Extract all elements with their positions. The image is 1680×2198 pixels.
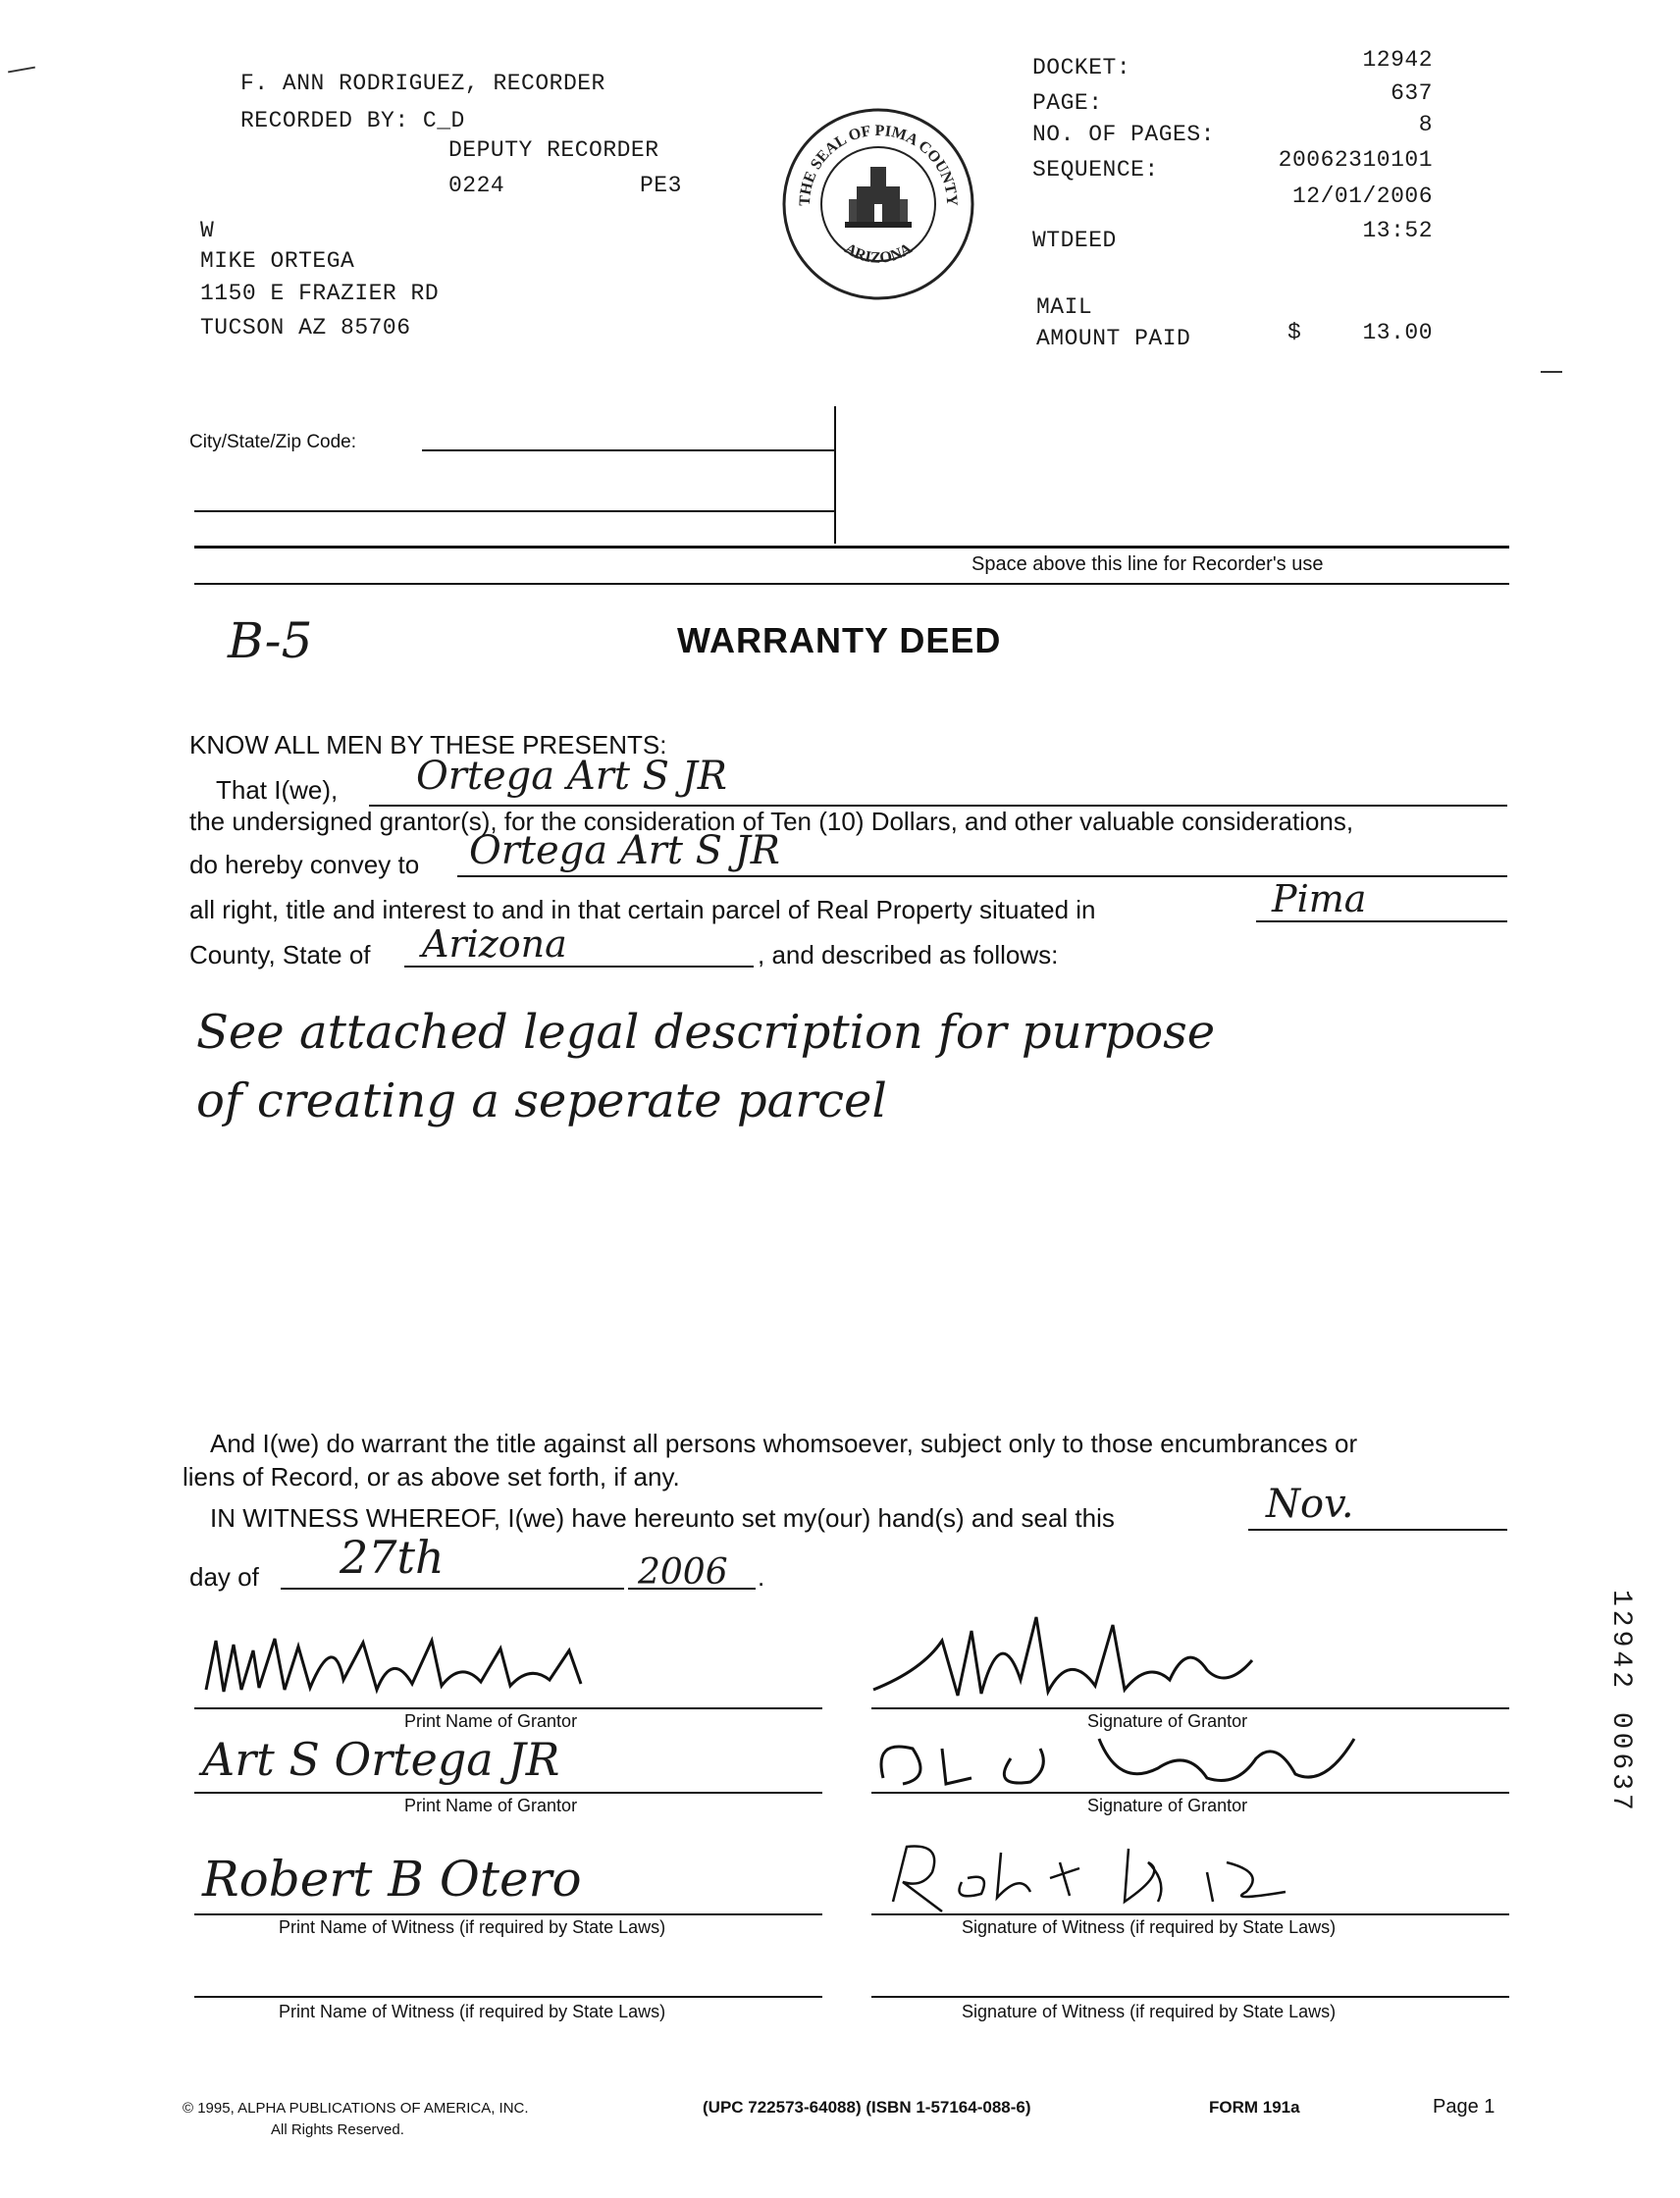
footer-copyright: © 1995, ALPHA PUBLICATIONS OF AMERICA, INC. [183, 2100, 529, 2117]
document-title: WARRANTY DEED [677, 620, 1002, 660]
amount-paid-value: 13.00 [1362, 320, 1433, 345]
right-title-text: all right, title and interest to and in that certain parcel of Real Property situated in [189, 895, 1096, 924]
csz-line-1[interactable] [422, 449, 834, 451]
currency-sign: $ [1287, 320, 1302, 345]
footer-form-number: FORM 191a [1209, 2098, 1300, 2117]
deputy-recorder: DEPUTY RECORDER [448, 137, 659, 163]
recorder-code-2: PE3 [640, 173, 682, 198]
witness-1-signature-line[interactable] [871, 1913, 1509, 1915]
consideration-text: the undersigned grantor(s), for the consideration of Ten (10) Dollars, and other valuable considerations, [189, 807, 1354, 836]
witness-2-print-label: Print Name of Witness (if required by State Laws) [279, 2002, 666, 2021]
recording-date: 12/01/2006 [1291, 183, 1433, 209]
county-state-label: County, State of [189, 940, 371, 969]
margin-mark [1541, 371, 1562, 373]
day-of-period: . [758, 1562, 765, 1592]
county-seal-icon [780, 106, 976, 302]
know-all-men: KNOW ALL MEN BY THESE PRESENTS: [189, 730, 667, 759]
legal-description-line-2: of creating a seperate parcel [196, 1073, 887, 1128]
legal-description-line-1: See attached legal description for purpose [196, 1005, 1216, 1060]
return-name: MIKE ORTEGA [200, 248, 355, 274]
city-state-zip-label: City/State/Zip Code: [189, 432, 357, 452]
grantor-1-signature-image [864, 1601, 1276, 1709]
county-field[interactable] [1256, 920, 1507, 922]
grantor-2-signature-line[interactable] [871, 1792, 1509, 1794]
return-city: TUCSON AZ 85706 [200, 315, 411, 340]
mail-label: MAIL [1036, 294, 1093, 320]
warrant-text-line-2: liens of Record, or as above set forth, if any. [183, 1462, 680, 1492]
in-witness-text: IN WITNESS WHEREOF, I(we) have hereunto set my(our) hand(s) and seal this [210, 1503, 1115, 1533]
that-i-we-label: That I(we), [216, 775, 339, 805]
witness-1-print-line[interactable] [194, 1913, 822, 1915]
margin-mark [8, 67, 35, 74]
grantor-name-handwritten: Ortega Art S JR [416, 754, 727, 799]
recorder-use-label: Space above this line for Recorder's use [971, 553, 1324, 575]
handwritten-code: B-5 [228, 612, 313, 669]
footer-page-number: Page 1 [1433, 2096, 1496, 2118]
recorder-use-line [194, 546, 1509, 549]
sequence-value: 20062310101 [1278, 147, 1433, 173]
witness-2-signature-line[interactable] [871, 1996, 1509, 1998]
csz-box-divider [834, 406, 836, 544]
footer-rights: All Rights Reserved. [271, 2121, 404, 2138]
sequence-label: SEQUENCE: [1032, 157, 1159, 183]
document-type: WTDEED [1032, 228, 1117, 253]
svg-text:ARIZONA: ARIZONA [841, 239, 916, 267]
grantor-1-signature-label: Signature of Grantor [1087, 1711, 1248, 1731]
footer-upc-isbn: (UPC 722573-64088) (ISBN 1-57164-088-6) [703, 2098, 1031, 2117]
state-handwritten: Arizona [422, 922, 567, 966]
described-as-follows: , and described as follows: [758, 940, 1059, 969]
year-handwritten: 2006 [638, 1552, 728, 1593]
witness-1-signature-label: Signature of Witness (if required by State Laws) [962, 1917, 1337, 1937]
witness-1-print-handwritten: Robert B Otero [202, 1851, 582, 1908]
convey-to-label: do hereby convey to [189, 850, 420, 879]
recorder-name: F. ANN RODRIGUEZ, RECORDER [240, 71, 605, 96]
grantor-1-print-line[interactable] [194, 1707, 822, 1709]
recorder-code-1: 0224 [448, 173, 505, 198]
docket-label: DOCKET: [1032, 55, 1131, 80]
svg-text:THE SEAL OF PIMA COUNTY: THE SEAL OF PIMA COUNTY [796, 122, 961, 207]
csz-line-2[interactable] [194, 510, 834, 512]
grantor-2-signature-image [864, 1719, 1393, 1798]
month-field[interactable] [1248, 1529, 1507, 1531]
day-of-label: day of [189, 1562, 259, 1592]
grantor-2-print-label: Print Name of Grantor [404, 1796, 578, 1815]
grantor-1-signature-line[interactable] [871, 1707, 1509, 1709]
month-handwritten: Nov. [1266, 1482, 1354, 1527]
witness-1-print-label: Print Name of Witness (if required by State Laws) [279, 1917, 666, 1937]
grantor-1-print-label: Print Name of Grantor [404, 1711, 578, 1731]
no-of-pages-label: NO. OF PAGES: [1032, 122, 1215, 147]
witness-2-print-line[interactable] [194, 1996, 822, 1998]
grantee-name-handwritten: Ortega Art S JR [469, 828, 780, 873]
witness-2-signature-label: Signature of Witness (if required by State Laws) [962, 2002, 1337, 2021]
amount-paid-label: AMOUNT PAID [1036, 326, 1191, 351]
day-handwritten: 27th [340, 1531, 445, 1584]
header-bottom-line [194, 583, 1509, 585]
grantor-2-print-handwritten: Art S Ortega JR [202, 1733, 560, 1786]
grantor-1-print-signature-image [196, 1621, 628, 1709]
state-field[interactable] [404, 966, 754, 968]
docket-value: 12942 [1362, 47, 1433, 73]
warrant-text-line-1: And I(we) do warrant the title against all persons whomsoever, subject only to those encumbrances or [210, 1429, 1358, 1458]
no-of-pages-value: 8 [1418, 112, 1433, 137]
recording-time: 13:52 [1362, 218, 1433, 243]
grantor-2-signature-label: Signature of Grantor [1087, 1796, 1248, 1815]
recorded-by: RECORDED BY: C_D [240, 108, 465, 133]
return-w: W [200, 218, 215, 243]
page-value: 637 [1391, 80, 1433, 106]
return-street: 1150 E FRAZIER RD [200, 281, 440, 306]
witness-1-signature-image [873, 1833, 1325, 1921]
page-label: PAGE: [1032, 90, 1103, 116]
side-docket-stamp: 12942 00637 [1605, 1590, 1636, 1814]
county-handwritten: Pima [1272, 877, 1367, 920]
day-field[interactable] [281, 1588, 624, 1590]
grantor-2-print-line[interactable] [194, 1792, 822, 1794]
